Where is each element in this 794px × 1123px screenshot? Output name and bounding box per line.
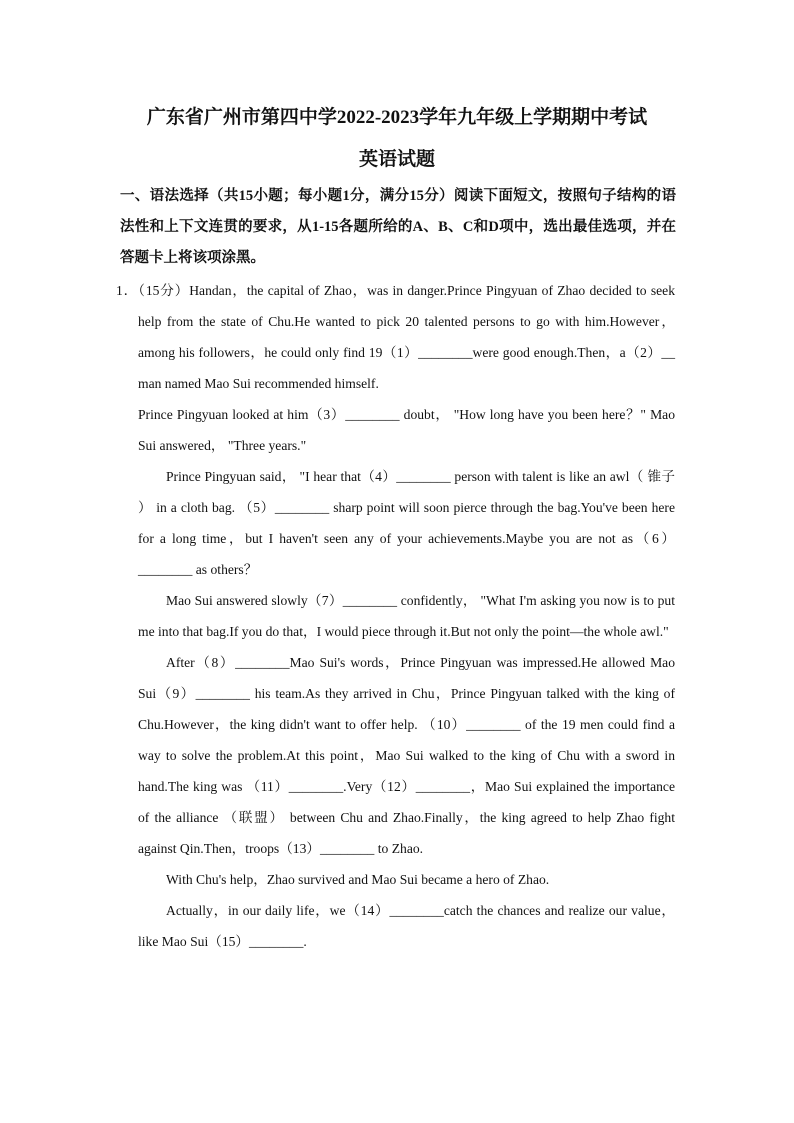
question-paragraph-4: Mao Sui answered slowly（7）________ confidently， "What I'm asking you now is to put me into that bag.If you do that，I would piece through it.But not only the point—the whole awl." xyxy=(138,593,675,639)
question-body xyxy=(0,275,794,957)
section-instruction: 一、语法选择（共15小题；每小题1分，满分15分）阅读下面短文，按照句子结构的语法性和上下文连贯的要求，从1-15各题所给的A、B、C和D项中，选出最佳选项，并在答题卡上将该项涂黑。 xyxy=(120,188,676,266)
question-paragraph-1-text: （15分）Handan，the capital of Zhao，was in danger.Prince Pingyuan of Zhao decided to seek help from the state of Chu.He wanted to pick 20 talented persons to go with him.However，among his followers，he could only find 19（1）________were good enough.Then，a（2）__ man named Mao Sui recommended himself. xyxy=(138,283,675,391)
question-paragraph-6: With Chu's help，Zhao survived and Mao Sui became a hero of Zhao. xyxy=(166,872,550,887)
question-paragraph-7: Actually，in our daily life，we（14）________catch the chances and realize our value，like Mao Sui（15）________. xyxy=(138,903,675,949)
question-number: 1． xyxy=(116,283,139,298)
question-paragraph-5: After（8）________Mao Sui's words，Prince Pingyuan was impressed.He allowed Mao Sui（9）________ his team.As they arrived in Chu，Prince Pingyuan talked with the king of Chu.However，the king didn't want to offer help. （10）________ of the 19 men could find a way to solve the problem.At this point，Mao Sui walked to the king of Chu with a sword in hand.The king was （11）________.Very（12）________，Mao Sui explained the importance of the alliance （联盟） between Chu and Zhao.Finally，the king agreed to help Zhao fight against Qin.Then，troops（13）________ to Zhao. xyxy=(138,655,675,856)
exam-title: 广东省广州市第四中学2022-2023学年九年级上学期期中考试 xyxy=(146,107,648,128)
exam-subtitle: 英语试题 xyxy=(358,149,435,170)
question-paragraph-1 xyxy=(0,275,675,399)
question-paragraph-3: Prince Pingyuan said， "I hear that（4）________ person with talent is like an awl（ 锥子 ） in a cloth bag. （5）________ sharp point will soon pierce through the bag.You've been here for a long time，but I haven't seen any of your achievements.Maybe you are not as（6）________ as others？ xyxy=(138,469,675,577)
question-paragraph-2: Prince Pingyuan looked at him（3）________ doubt， "How long have you been here？" Mao Sui answered， "Three years." xyxy=(138,407,675,453)
